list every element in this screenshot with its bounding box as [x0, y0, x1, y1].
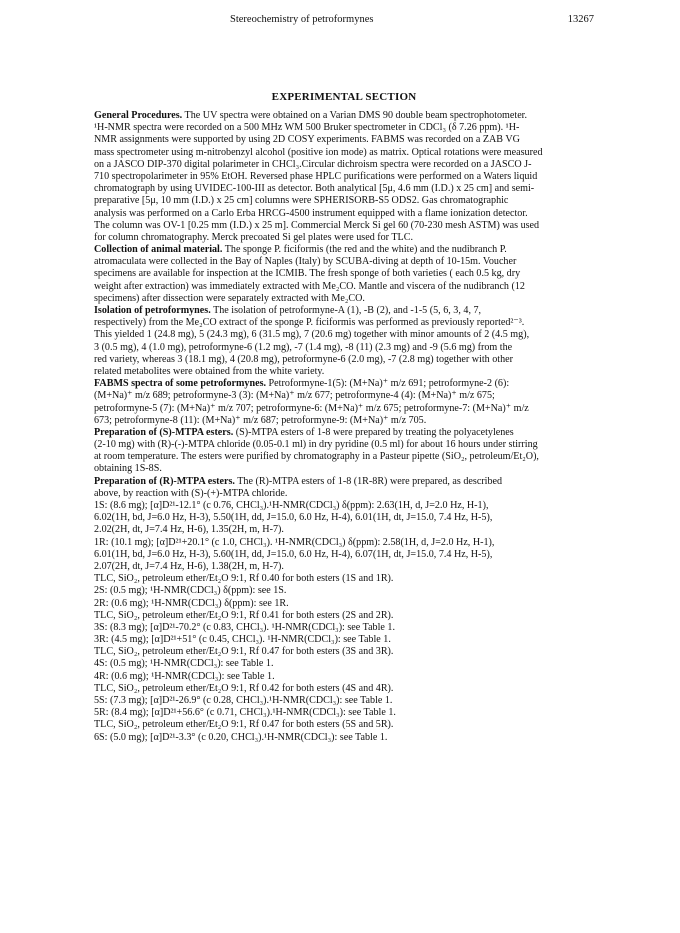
line-text: 4S: (0.5 mg); ¹H-NMR(CDCl₃): see Table 1. — [94, 658, 274, 670]
line-text: at room temperature. The esters were purified by chromatography in a Pasteur pipette (SiO₂, petroleum/Et₂O), — [94, 451, 539, 463]
line-text: This yielded 1 (24.8 mg), 5 (24.3 mg), 6 (31.5 mg), 7 (20.6 mg) together with minor amounts of 2 (4.5 mg), — [94, 329, 530, 341]
line-text: 6.02(1H, bd, J=6.0 Hz, H-3), 5.50(1H, dd, J=15.0, 6.0 Hz, H-4), 6.01(1H, dt, J=15.0, 7.4 Hz, H-5), — [94, 512, 493, 524]
text-line — [94, 220, 594, 232]
paragraph-heading: General Procedures. — [94, 110, 183, 121]
paragraph-heading: Preparation of (S)-MTPA esters. — [94, 426, 234, 438]
text-line — [94, 403, 594, 415]
line-text: mass spectrometer using m-nitrobenzyl alcohol (positive ion mode) as matrix. Optical rotations were measured — [94, 146, 543, 158]
text-line — [94, 646, 594, 658]
text-line — [94, 147, 594, 159]
text-line — [94, 171, 594, 183]
text-line — [94, 195, 594, 207]
line-text: 1R: (10.1 mg); [α]D²¹+20.1° (c 1.0, CHCl₃). ¹H-NMR(CDCl₃) δ(ppm): 2.58(1H, d, J=2.0 Hz, H-1), — [94, 536, 495, 548]
text-line — [94, 232, 594, 244]
text-line — [94, 476, 594, 488]
text-line — [94, 500, 594, 512]
line-text: 2S: (0.5 mg); ¹H-NMR(CDCl₃) δ(ppm): see 1S. — [94, 585, 287, 597]
text-line — [94, 707, 594, 719]
line-text: The (R)-MTPA esters of 1-8 (1R-8R) were prepared, as described — [234, 475, 503, 487]
text-line — [94, 293, 594, 305]
line-text: for column chromatography. Merck precoated Si gel plates were used for TLC. — [94, 231, 413, 243]
line-text: atromaculata were collected in the Bay of Naples (Italy) by SCUBA-diving at depth of 10-15m. Voucher — [94, 256, 517, 268]
text-line — [94, 208, 594, 220]
text-line — [94, 488, 594, 500]
paragraph-heading: Isolation of petroformynes. — [94, 305, 211, 316]
line-text: 710 spectropolarimeter in 95% EtOH. Reversed phase HPLC purifications were performed on a Waters liquid — [94, 170, 538, 182]
text-line — [94, 537, 594, 549]
text-line — [94, 524, 594, 536]
line-text: The sponge P. ficiformis (the red and the white) and the nudibranch P. — [222, 244, 507, 256]
text-line — [94, 573, 594, 585]
section-heading: EXPERIMENTAL SECTION — [271, 91, 417, 103]
text-line — [94, 719, 594, 731]
text-line — [94, 463, 594, 475]
line-text: TLC, SiO₂, petroleum ether/Et₂O 9:1, Rf 0.42 for both esters (4S and 4R). — [94, 682, 394, 694]
text-line — [94, 610, 594, 622]
line-text: 3S: (8.3 mg); [α]D²¹-70.2° (c 0.83, CHCl₃). ¹H-NMR(CDCl₃): see Table 1. — [94, 621, 395, 633]
line-text: 2R: (0.6 mg); ¹H-NMR(CDCl₃) δ(ppm): see 1R. — [94, 597, 289, 609]
line-text: 6S: (5.0 mg); [α]D²¹-3.3° (c 0.20, CHCl₃).¹H-NMR(CDCl₃): see Table 1. — [94, 731, 388, 743]
line-text: (M+Na)⁺ m/z 689; petroformyne-3 (3): (M+Na)⁺ m/z 677; petroformyne-4 (4): (M+Na)⁺ m/z 675; — [94, 390, 495, 402]
text-line — [94, 281, 594, 293]
line-text: TLC, SiO₂, petroleum ether/Et₂O 9:1, Rf 0.41 for both esters (2S and 2R). — [94, 609, 394, 621]
line-text: 1S: (8.6 mg); [α]D²¹-12.1° (c 0.76, CHCl₃).¹H-NMR(CDCl₃) δ(ppm): 2.63(1H, d, J=2.0 Hz, H-1), — [94, 500, 489, 511]
text-line — [94, 732, 594, 744]
text-line — [94, 695, 594, 707]
text-line — [94, 683, 594, 695]
line-text: Petroformyne-1(5): (M+Na)⁺ m/z 691; petroformyne-2 (6): — [266, 378, 510, 390]
text-line — [94, 451, 594, 463]
text-line — [94, 561, 594, 573]
text-line — [94, 585, 594, 597]
text-line — [94, 342, 594, 354]
line-text: 2.07(2H, dt, J=7.4 Hz, H-6), 1.38(2H, m, H-7). — [94, 560, 284, 572]
text-line — [94, 671, 594, 683]
running-header — [94, 14, 594, 30]
text-line — [94, 183, 594, 195]
text-line — [94, 317, 594, 329]
line-text: chromatograph by using UVIDEC-100-III as detector. Both analytical [5μ, 4.6 mm (I.D.) x 25 cm] and semi- — [94, 183, 535, 195]
line-text: 673; petroformyne-8 (11): (M+Na)⁺ m/z 687; petroformyne-9: (M+Na)⁺ m/z 705. — [94, 414, 427, 426]
line-text: 6.01(1H, bd, J=6.0 Hz, H-3), 5.60(1H, dd, J=15.0, 6.0 Hz, H-4), 6.07(1H, dt, J=15.0, 7.4 Hz, H-5), — [94, 548, 493, 560]
line-text: petroformyne-5 (7): (M+Na)⁺ m/z 707; petroformyne-6: (M+Na)⁺ m/z 675; petroformyne-7: (M+Na)⁺ m/z — [94, 402, 529, 414]
text-line — [94, 415, 594, 427]
text-line — [94, 305, 594, 317]
page-number: 13267 — [567, 14, 594, 25]
line-text: (2-10 mg) with (R)-(-)-MTPA chloride (0.05-0.1 ml) in dry pyridine (0.5 ml) for about 16 hours under stirring — [94, 439, 538, 451]
line-text: TLC, SiO₂, petroleum ether/Et₂O 9:1, Rf 0.47 for both esters (5S and 5R). — [94, 719, 394, 731]
line-text: (S)-MTPA esters of 1-8 were prepared by treating the polyacetylenes — [233, 426, 514, 438]
text-line — [94, 268, 594, 280]
text-line — [94, 329, 594, 341]
line-text: obtaining 1S-8S. — [94, 463, 162, 475]
line-text: analysis was performed on a Carlo Erba HRCG-4500 instrument equipped with a flame ionization detector. — [94, 207, 528, 219]
paragraph-heading: Collection of animal material. — [94, 244, 223, 256]
text-line — [94, 256, 594, 268]
text-line — [94, 354, 594, 366]
text-line — [94, 390, 594, 402]
line-text: 3R: (4.5 mg); [α]D²¹+51° (c 0.45, CHCl₃). ¹H-NMR(CDCl₃): see Table 1. — [94, 634, 391, 646]
text-line — [94, 244, 594, 256]
line-text: 4R: (0.6 mg); ¹H-NMR(CDCl₃): see Table 1. — [94, 670, 275, 682]
text-line — [94, 122, 594, 134]
body-text — [94, 110, 594, 744]
line-text: above, by reaction with (S)-(+)-MTPA chloride. — [94, 487, 288, 499]
text-line — [94, 110, 594, 122]
line-text: specimens) after dissection were separately extracted with Me₂CO. — [94, 292, 365, 304]
text-line — [94, 366, 594, 378]
text-line — [94, 634, 594, 646]
line-text: 3 (0.5 mg), 4 (1.0 mg), petroformyne-6 (1.2 mg), -7 (1.4 mg), -8 (11) (2.3 mg) and -9 (5.6 mg) from the — [94, 341, 513, 353]
line-text: ¹H-NMR spectra were recorded on a 500 MHz WM 500 Bruker spectrometer in CDCl₃ (δ 7.26 ppm). ¹H- — [94, 122, 520, 134]
line-text: 2.02(2H, dt, J=7.4 Hz, H-6), 1.35(2H, m, H-7). — [94, 524, 284, 536]
line-text: specimens are available for inspection at the ICMIB. The fresh sponge of both varieties ( each 0.5 kg, dry — [94, 268, 521, 280]
text-line — [94, 439, 594, 451]
text-line — [94, 622, 594, 634]
line-text: The isolation of petroformyne-A (1), -B (2), and -1-5 (5, 6, 3, 4, 7, — [210, 305, 482, 316]
running-title: Stereochemistry of petroformynes — [230, 14, 374, 25]
text-line — [94, 549, 594, 561]
line-text: The UV spectra were obtained on a Varian DMS 90 double beam spectrophotometer. — [182, 110, 527, 121]
line-text: TLC, SiO₂, petroleum ether/Et₂O 9:1, Rf 0.40 for both esters (1S and 1R). — [94, 573, 394, 585]
text-line — [94, 134, 594, 146]
line-text: weight after extraction) was immediately extracted with Me₂CO. Mantle and viscera of the nudibranch (12 — [94, 280, 525, 292]
text-line — [94, 427, 594, 439]
text-line — [94, 512, 594, 524]
text-line — [94, 378, 594, 390]
line-text: related metabolites were obtained from the white variety. — [94, 365, 325, 377]
line-text: 5S: (7.3 mg); [α]D²¹-26.9° (c 0.28, CHCl₃).¹H-NMR(CDCl₃): see Table 1. — [94, 695, 393, 706]
line-text: The column was OV-1 [0.25 mm (I.D.) x 25 m]. Commercial Merck Si gel 60 (70-230 mesh ASTM) was used — [94, 219, 540, 231]
line-text: NMR assignments were supported by using 2D COSY experiments. FABMS was recorded on a ZAB VG — [94, 134, 520, 146]
line-text: on a JASCO DIP-370 digital polarimeter in CHCl₃.Circular dichroism spectra were recorded on a JASCO J- — [94, 158, 532, 170]
line-text: 5R: (8.4 mg); [α]D²¹+56.6° (c 0.71, CHCl₃).¹H-NMR(CDCl₃): see Table 1. — [94, 707, 396, 719]
line-text: respectively) from the Me₂CO extract of the sponge P. ficiformis was performed as previously reported²⁻³. — [94, 317, 525, 329]
text-line — [94, 159, 594, 171]
line-text: preparative [5μ, 10 mm (I.D.) x 25 cm] columns were SPHERISORB-S5 ODS2. Gas chromatographic — [94, 195, 509, 207]
text-line — [94, 598, 594, 610]
line-text: red variety, whereas 3 (18.1 mg), 4 (20.8 mg), petroformyne-6 (2.0 mg), -7 (2.8 mg) together with other — [94, 353, 513, 365]
paragraph-heading: Preparation of (R)-MTPA esters. — [94, 475, 235, 487]
paragraph-heading: FABMS spectra of some petroformynes. — [94, 378, 267, 390]
line-text: TLC, SiO₂, petroleum ether/Et₂O 9:1, Rf 0.47 for both esters (3S and 3R). — [94, 646, 394, 658]
text-line — [94, 658, 594, 670]
